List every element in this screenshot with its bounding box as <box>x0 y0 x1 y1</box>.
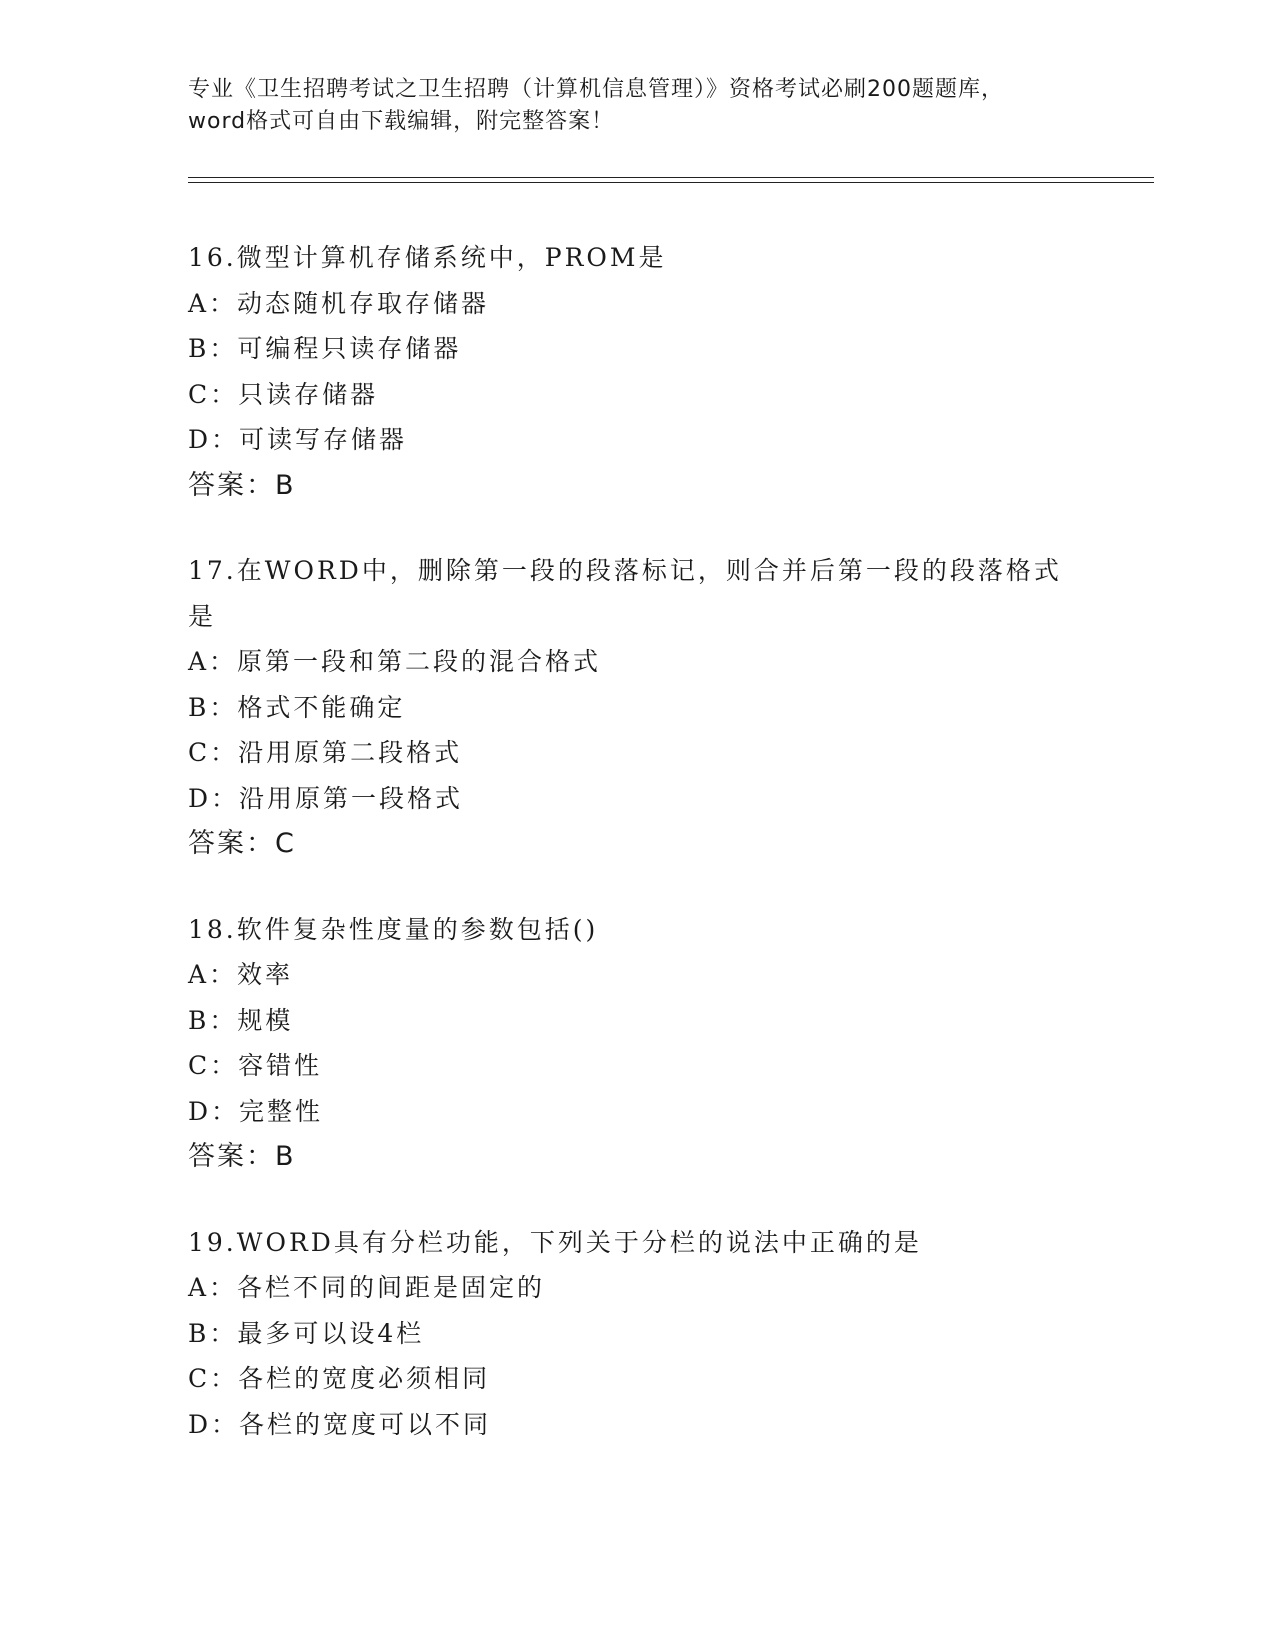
option-d: D：可读写存储器 <box>188 425 408 454</box>
document-header <box>188 74 1108 138</box>
question-16 <box>188 235 1088 508</box>
question-stem: 16.微型计算机存储系统中，PROM是 <box>188 243 667 272</box>
header-divider-bottom <box>188 182 1154 183</box>
option-c: C：只读存储器 <box>188 379 379 409</box>
header-title-line-1: 专业《卫生招聘考试之卫生招聘（计算机信息管理）》资格考试必刷200题题库， <box>188 77 1004 102</box>
option-a: A：动态随机存取存储器 <box>188 288 490 318</box>
option-b: B：规模 <box>188 1005 294 1035</box>
option-a: A：原第一段和第二段的混合格式 <box>188 647 602 676</box>
question-17 <box>188 548 1088 867</box>
answer-line: 答案：C <box>188 828 296 859</box>
answer-line: 答案：B <box>188 1141 296 1172</box>
option-d: D：完整性 <box>188 1096 324 1126</box>
option-d: D：各栏的宽度可以不同 <box>188 1409 492 1439</box>
question-list <box>188 235 1088 1487</box>
question-18 <box>188 907 1088 1180</box>
option-b: B：可编程只读存储器 <box>188 334 462 363</box>
option-c: C：各栏的宽度必须相同 <box>188 1364 491 1393</box>
header-divider-top <box>188 177 1154 178</box>
question-stem: 19.WORD具有分栏功能，下列关于分栏的说法中正确的是 <box>188 1227 922 1257</box>
option-b: B：最多可以设4栏 <box>188 1318 425 1348</box>
option-a: A：效率 <box>188 960 294 989</box>
option-c: C：沿用原第二段格式 <box>188 738 463 767</box>
question-stem-line-2: 是 <box>188 601 217 631</box>
option-d: D：沿用原第一段格式 <box>188 783 464 813</box>
question-19 <box>188 1220 1088 1448</box>
option-a: A：各栏不同的间距是固定的 <box>188 1273 546 1302</box>
question-stem-line-1: 17.在WORD中，删除第一段的段落标记，则合并后第一段的段落格式 <box>188 556 1062 585</box>
option-b: B：格式不能确定 <box>188 692 406 722</box>
option-c: C：容错性 <box>188 1051 323 1080</box>
answer-line: 答案：B <box>188 469 296 501</box>
question-stem: 18.软件复杂性度量的参数包括() <box>188 914 599 944</box>
header-title-line-2: word格式可自由下载编辑，附完整答案！ <box>188 109 615 134</box>
